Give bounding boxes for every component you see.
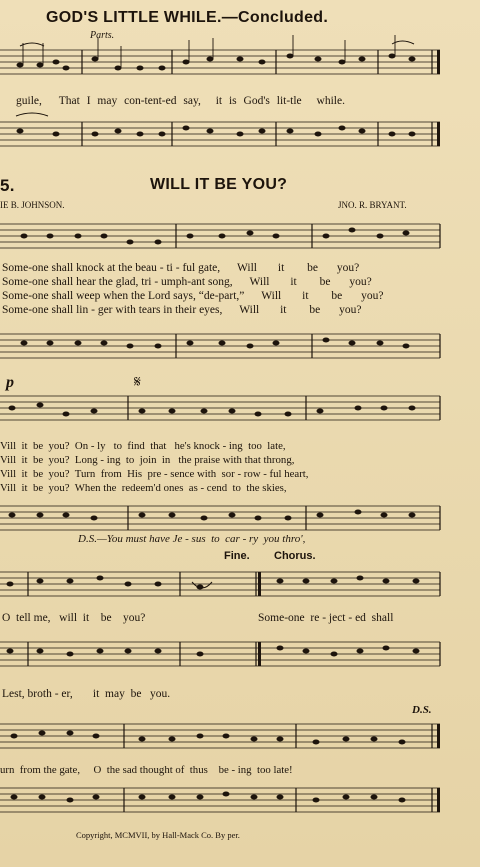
refrain-line-4: Vill it be you? When the redeem'd ones as - cend to the skies, — [0, 482, 287, 494]
staff-system-3-treble — [0, 384, 480, 434]
verse-text: in their eyes, — [163, 304, 223, 316]
verse-text: tri - umph-ant song, — [141, 276, 233, 288]
composer-credit: JNO. R. BRYANT. — [338, 200, 407, 210]
first-hymn-lyric-line — [16, 95, 345, 107]
refrain-line-3: Vill it be you? Turn from His pre - sence with sor - row - ful heart, — [0, 468, 309, 480]
verse-3-line — [2, 290, 383, 302]
verse-text: be — [319, 276, 331, 288]
chorus-line-1b: Some-one re - ject - ed shall — [258, 612, 394, 624]
verse-text: you? — [336, 262, 360, 274]
chorus-line-1a: O tell me, will it be you? — [2, 612, 146, 624]
final-lyric-line: urn from the gate, O the sad thought of thus be - ing too late! — [0, 764, 293, 776]
staff-system-5-treble — [0, 712, 480, 762]
lyric-word: I — [86, 95, 91, 107]
ds-mark: D.S. — [412, 704, 432, 716]
verse-text: you? — [349, 276, 372, 288]
hymn-number: 5. — [0, 176, 15, 195]
verse-text: glad, — [115, 276, 139, 288]
dynamic-marking: p — [6, 374, 14, 391]
verse-text: be — [309, 304, 321, 316]
verse-text: Will — [239, 304, 260, 316]
verse-text: Will — [261, 290, 282, 302]
lyric-word: God's — [243, 95, 270, 107]
staff-system-4-treble — [0, 560, 480, 610]
verse-4-line — [2, 304, 361, 316]
staff-system-2-bass — [0, 322, 480, 372]
verse-text: Will — [249, 276, 270, 288]
lyric-word: is — [228, 95, 237, 107]
chorus-line-2: Lest, broth - er, it may be you. — [2, 688, 171, 700]
verse-text: it — [290, 276, 297, 288]
verse-text: lin - ger — [76, 304, 113, 316]
parts-label: Parts. — [90, 30, 115, 41]
chorus-label: Chorus. — [274, 550, 316, 562]
verse-text: Lord says, “de-part,” — [147, 290, 245, 302]
lyric-word: lit-tle — [276, 95, 302, 107]
verse-text: you? — [361, 290, 384, 302]
segno-sign: 𝄋 — [134, 374, 141, 391]
page-title: GOD'S LITTLE WHILE.—Concluded. — [46, 9, 329, 26]
staff-system-2-treble — [0, 212, 480, 262]
author-credit: IE B. JOHNSON. — [0, 200, 65, 210]
refrain-line-1: Vill it be you? On - ly to find that he's knock - ing too late, — [0, 440, 286, 452]
verse-text: be — [307, 262, 318, 274]
lyric-word: guile, — [16, 95, 42, 107]
staff-system-4-bass — [0, 630, 480, 680]
verse-text: with tears — [115, 304, 161, 316]
fine-label: Fine. — [224, 550, 250, 562]
lyric-word: while. — [316, 95, 345, 107]
verse-text: it — [280, 304, 287, 316]
copyright-notice: Copyright, MCMVII, by Hall-Mack Co. By per. — [76, 830, 240, 840]
ds-instruction-line: D.S.—You must have Je - sus to car - ry you thro', — [78, 533, 306, 545]
staff-system-5-bass — [0, 776, 480, 826]
verse-text: it — [277, 262, 285, 274]
verse-1-line — [2, 262, 359, 274]
hymn-title: WILL IT BE YOU? — [150, 176, 288, 193]
verse-text: be — [331, 290, 343, 302]
verse-text: the — [118, 262, 133, 274]
verse-text: Will — [237, 262, 257, 274]
verse-text: beau - ti - ful gate, — [135, 262, 221, 274]
lyric-word: may — [97, 95, 118, 107]
lyric-word: That — [58, 95, 80, 107]
refrain-line-2: Vill it be you? Long - ing to join in the praise with that throng, — [0, 454, 295, 466]
verse-text: Some-one shall knock at — [2, 262, 116, 274]
verse-text: it — [302, 290, 309, 302]
lyric-word: say, — [183, 95, 201, 107]
verse-text: Some-one shall weep when the — [2, 290, 146, 302]
staff-system-1-bass — [0, 110, 480, 170]
verse-text: you? — [339, 304, 362, 316]
lyric-word: it — [215, 95, 223, 107]
lyric-word: con-tent-ed — [124, 95, 177, 107]
verse-2-line — [2, 276, 372, 288]
verse-text: Some-one shall hear the — [2, 276, 113, 288]
verse-text: Some-one shall — [2, 304, 74, 316]
staff-system-1-treble — [0, 38, 480, 98]
